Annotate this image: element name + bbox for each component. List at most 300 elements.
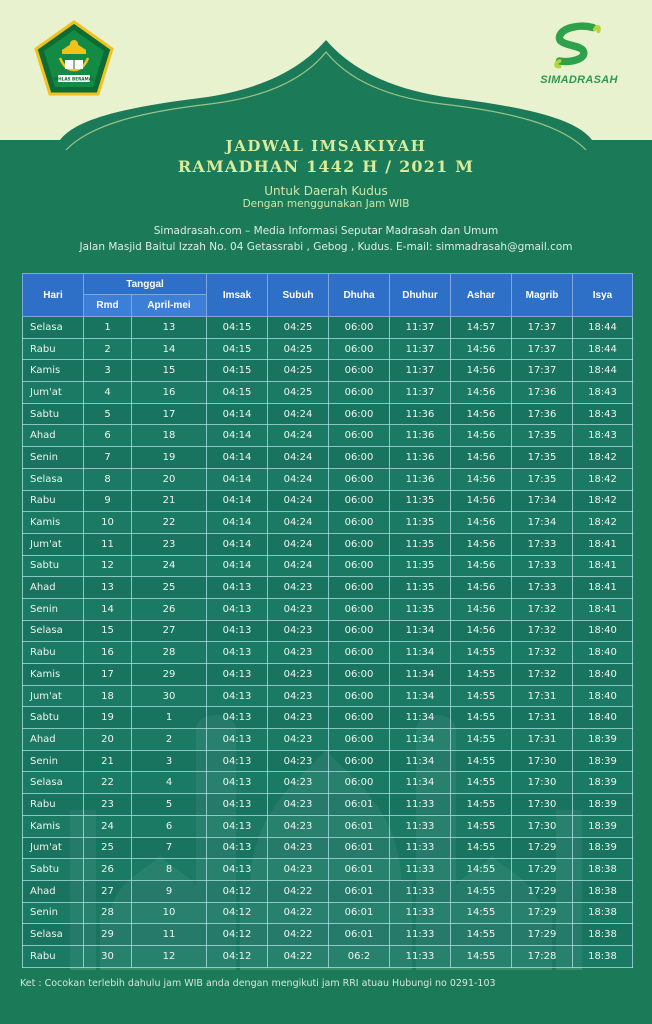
cell-day: Rabu [23,490,84,512]
cell-dhuhur: 11:33 [390,859,451,881]
cell-dhuha: 06:2 [329,945,390,967]
table-row [23,707,633,729]
cell-rmd: 28 [84,902,132,924]
cell-magrib: 17:29 [512,837,573,859]
cell-imsak: 04:13 [207,620,268,642]
table-row [23,620,633,642]
cell-subuh: 04:25 [268,382,329,404]
cell-dhuha: 06:01 [329,837,390,859]
cell-subuh: 04:25 [268,317,329,339]
cell-date: 7 [132,837,207,859]
cell-isya: 18:38 [573,859,633,881]
cell-rmd: 8 [84,468,132,490]
col-header-hari: Hari [23,274,84,317]
cell-date: 30 [132,685,207,707]
table-row [23,729,633,751]
cell-imsak: 04:12 [207,945,268,967]
cell-imsak: 04:13 [207,685,268,707]
cell-imsak: 04:15 [207,338,268,360]
cell-rmd: 24 [84,815,132,837]
cell-date: 10 [132,902,207,924]
cell-isya: 18:39 [573,837,633,859]
table-row [23,837,633,859]
cell-subuh: 04:23 [268,598,329,620]
cell-rmd: 13 [84,577,132,599]
cell-ashar: 14:55 [451,750,512,772]
cell-rmd: 6 [84,425,132,447]
cell-dhuha: 06:00 [329,403,390,425]
cell-subuh: 04:24 [268,403,329,425]
cell-magrib: 17:30 [512,815,573,837]
cell-dhuhur: 11:36 [390,425,451,447]
cell-day: Senin [23,750,84,772]
table-row [23,815,633,837]
cell-dhuhur: 11:33 [390,815,451,837]
cell-rmd: 10 [84,512,132,534]
cell-ashar: 14:55 [451,859,512,881]
cell-isya: 18:39 [573,815,633,837]
col-header-magrib: Magrib [512,274,573,317]
table-row [23,859,633,881]
table-row [23,664,633,686]
cell-isya: 18:38 [573,945,633,967]
cell-subuh: 04:24 [268,533,329,555]
cell-dhuhur: 11:35 [390,577,451,599]
cell-isya: 18:39 [573,729,633,751]
cell-magrib: 17:33 [512,533,573,555]
cell-dhuhur: 11:37 [390,382,451,404]
table-row [23,490,633,512]
cell-dhuhur: 11:33 [390,945,451,967]
cell-dhuha: 06:00 [329,490,390,512]
table-body [23,317,633,968]
cell-dhuhur: 11:34 [390,664,451,686]
cell-isya: 18:39 [573,750,633,772]
cell-isya: 18:39 [573,772,633,794]
cell-magrib: 17:30 [512,794,573,816]
cell-imsak: 04:14 [207,403,268,425]
cell-magrib: 17:29 [512,880,573,902]
cell-magrib: 17:34 [512,512,573,534]
table-row [23,924,633,946]
cell-magrib: 17:33 [512,555,573,577]
cell-date: 2 [132,729,207,751]
cell-isya: 18:41 [573,598,633,620]
cell-rmd: 30 [84,945,132,967]
cell-isya: 18:40 [573,664,633,686]
cell-date: 26 [132,598,207,620]
cell-ashar: 14:56 [451,512,512,534]
cell-isya: 18:44 [573,317,633,339]
table-row [23,512,633,534]
cell-imsak: 04:14 [207,490,268,512]
cell-ashar: 14:56 [451,620,512,642]
cell-isya: 18:42 [573,468,633,490]
cell-imsak: 04:12 [207,880,268,902]
simadrasah-wordmark: SIMADRASAH [540,74,618,86]
cell-dhuha: 06:00 [329,382,390,404]
cell-rmd: 18 [84,685,132,707]
cell-rmd: 4 [84,382,132,404]
cell-ashar: 14:56 [451,468,512,490]
cell-magrib: 17:37 [512,360,573,382]
cell-magrib: 17:30 [512,750,573,772]
cell-isya: 18:41 [573,555,633,577]
cell-rmd: 17 [84,664,132,686]
cell-day: Ahad [23,577,84,599]
cell-date: 18 [132,425,207,447]
cell-subuh: 04:25 [268,360,329,382]
kemenag-motto: IKHLAS BERAMAL [53,76,95,82]
cell-isya: 18:43 [573,425,633,447]
cell-rmd: 21 [84,750,132,772]
table-row [23,642,633,664]
cell-isya: 18:40 [573,707,633,729]
cell-subuh: 04:23 [268,815,329,837]
cell-dhuhur: 11:33 [390,837,451,859]
cell-date: 20 [132,468,207,490]
cell-dhuhur: 11:35 [390,490,451,512]
cell-subuh: 04:24 [268,425,329,447]
cell-dhuha: 06:00 [329,729,390,751]
info-line-address: Jalan Masjid Baitul Izzah No. 04 Getassrabi , Gebog , Kudus. E-mail: simmadrasah@gmail.com [79,241,573,253]
cell-day: Ahad [23,425,84,447]
table-row [23,338,633,360]
title-line-1: JADWAL IMSAKIYAH [225,137,427,155]
cell-subuh: 04:23 [268,859,329,881]
cell-day: Sabtu [23,859,84,881]
cell-dhuhur: 11:34 [390,707,451,729]
col-header-april-mei: April-mei [132,295,207,317]
cell-imsak: 04:13 [207,815,268,837]
cell-day: Selasa [23,772,84,794]
cell-imsak: 04:12 [207,924,268,946]
cell-subuh: 04:23 [268,620,329,642]
cell-magrib: 17:31 [512,729,573,751]
cell-imsak: 04:15 [207,360,268,382]
cell-ashar: 14:55 [451,707,512,729]
cell-imsak: 04:13 [207,598,268,620]
cell-date: 16 [132,382,207,404]
cell-ashar: 14:56 [451,425,512,447]
cell-subuh: 04:23 [268,794,329,816]
cell-dhuha: 06:01 [329,924,390,946]
cell-subuh: 04:24 [268,490,329,512]
table-row [23,685,633,707]
cell-day: Jum'at [23,382,84,404]
cell-date: 19 [132,447,207,469]
cell-rmd: 9 [84,490,132,512]
cell-dhuha: 06:01 [329,859,390,881]
cell-day: Jum'at [23,685,84,707]
cell-dhuha: 06:00 [329,468,390,490]
cell-date: 23 [132,533,207,555]
cell-dhuha: 06:00 [329,360,390,382]
cell-magrib: 17:34 [512,490,573,512]
imsakiyah-table [22,273,633,968]
cell-imsak: 04:13 [207,664,268,686]
cell-ashar: 14:57 [451,317,512,339]
cell-dhuha: 06:00 [329,512,390,534]
cell-imsak: 04:13 [207,772,268,794]
cell-ashar: 14:56 [451,555,512,577]
cell-rmd: 1 [84,317,132,339]
cell-magrib: 17:32 [512,664,573,686]
cell-day: Kamis [23,360,84,382]
cell-dhuhur: 11:37 [390,360,451,382]
cell-dhuhur: 11:37 [390,338,451,360]
table-row [23,772,633,794]
cell-dhuhur: 11:34 [390,772,451,794]
cell-magrib: 17:29 [512,924,573,946]
cell-dhuhur: 11:34 [390,685,451,707]
table-row [23,750,633,772]
cell-subuh: 04:22 [268,880,329,902]
cell-subuh: 04:24 [268,447,329,469]
cell-day: Kamis [23,815,84,837]
cell-subuh: 04:23 [268,577,329,599]
cell-imsak: 04:13 [207,707,268,729]
cell-day: Jum'at [23,837,84,859]
cell-rmd: 2 [84,338,132,360]
cell-ashar: 14:55 [451,924,512,946]
cell-magrib: 17:35 [512,447,573,469]
cell-ashar: 14:55 [451,685,512,707]
cell-ashar: 14:56 [451,403,512,425]
col-header-dhuhur: Dhuhur [390,274,451,317]
cell-isya: 18:41 [573,533,633,555]
cell-date: 21 [132,490,207,512]
cell-dhuha: 06:00 [329,317,390,339]
cell-rmd: 23 [84,794,132,816]
cell-dhuhur: 11:35 [390,533,451,555]
cell-day: Kamis [23,664,84,686]
cell-date: 29 [132,664,207,686]
cell-dhuhur: 11:37 [390,317,451,339]
cell-subuh: 04:22 [268,945,329,967]
kemenag-emblem-icon [34,20,114,96]
cell-subuh: 04:22 [268,902,329,924]
cell-dhuhur: 11:34 [390,729,451,751]
cell-date: 15 [132,360,207,382]
cell-date: 12 [132,945,207,967]
cell-dhuhur: 11:36 [390,447,451,469]
table-row [23,468,633,490]
cell-magrib: 17:28 [512,945,573,967]
cell-dhuha: 06:00 [329,707,390,729]
table-row [23,317,633,339]
cell-imsak: 04:13 [207,577,268,599]
table-row [23,555,633,577]
cell-imsak: 04:13 [207,729,268,751]
cell-day: Senin [23,598,84,620]
cell-rmd: 7 [84,447,132,469]
cell-date: 4 [132,772,207,794]
cell-dhuhur: 11:34 [390,642,451,664]
table-row [23,425,633,447]
cell-magrib: 17:37 [512,317,573,339]
cell-ashar: 14:55 [451,794,512,816]
cell-day: Rabu [23,338,84,360]
cell-magrib: 17:32 [512,620,573,642]
cell-day: Rabu [23,945,84,967]
cell-isya: 18:38 [573,924,633,946]
cell-day: Sabtu [23,403,84,425]
cell-isya: 18:42 [573,447,633,469]
cell-date: 6 [132,815,207,837]
cell-dhuhur: 11:35 [390,555,451,577]
cell-imsak: 04:14 [207,512,268,534]
cell-isya: 18:44 [573,360,633,382]
cell-imsak: 04:13 [207,642,268,664]
cell-date: 27 [132,620,207,642]
cell-dhuhur: 11:33 [390,924,451,946]
cell-dhuha: 06:00 [329,620,390,642]
cell-dhuhur: 11:36 [390,403,451,425]
cell-dhuha: 06:00 [329,555,390,577]
cell-day: Rabu [23,794,84,816]
cell-magrib: 17:31 [512,685,573,707]
cell-magrib: 17:29 [512,902,573,924]
cell-magrib: 17:35 [512,468,573,490]
cell-imsak: 04:14 [207,425,268,447]
cell-magrib: 17:33 [512,577,573,599]
cell-isya: 18:40 [573,642,633,664]
cell-subuh: 04:23 [268,750,329,772]
cell-dhuhur: 11:36 [390,468,451,490]
table-row [23,598,633,620]
cell-date: 17 [132,403,207,425]
cell-date: 1 [132,707,207,729]
cell-day: Jum'at [23,533,84,555]
title-line-2: RAMADHAN 1442 H / 2021 M [177,157,475,176]
cell-date: 24 [132,555,207,577]
col-header-rmd: Rmd [84,295,132,317]
cell-rmd: 14 [84,598,132,620]
cell-subuh: 04:22 [268,924,329,946]
cell-dhuha: 06:00 [329,338,390,360]
info-line-website: Simadrasah.com – Media Informasi Seputar Madrasah dan Umum [153,225,499,237]
table-row [23,945,633,967]
cell-isya: 18:41 [573,577,633,599]
cell-dhuha: 06:00 [329,664,390,686]
cell-day: Senin [23,447,84,469]
cell-day: Ahad [23,729,84,751]
cell-rmd: 11 [84,533,132,555]
cell-isya: 18:40 [573,620,633,642]
cell-isya: 18:42 [573,490,633,512]
cell-magrib: 17:37 [512,338,573,360]
cell-magrib: 17:29 [512,859,573,881]
simadrasah-s-icon [536,22,622,74]
cell-dhuha: 06:00 [329,685,390,707]
cell-rmd: 15 [84,620,132,642]
cell-rmd: 25 [84,837,132,859]
cell-isya: 18:38 [573,880,633,902]
table-row [23,360,633,382]
cell-day: Sabtu [23,555,84,577]
cell-date: 5 [132,794,207,816]
cell-ashar: 14:55 [451,945,512,967]
cell-ashar: 14:55 [451,902,512,924]
cell-rmd: 27 [84,880,132,902]
cell-subuh: 04:23 [268,772,329,794]
cell-ashar: 14:56 [451,533,512,555]
cell-date: 28 [132,642,207,664]
cell-ashar: 14:56 [451,490,512,512]
cell-dhuhur: 11:35 [390,598,451,620]
cell-rmd: 29 [84,924,132,946]
cell-day: Selasa [23,317,84,339]
cell-imsak: 04:13 [207,859,268,881]
cell-ashar: 14:55 [451,815,512,837]
cell-magrib: 17:35 [512,425,573,447]
cell-subuh: 04:24 [268,512,329,534]
subtitle-region: Untuk Daerah Kudus [264,184,388,198]
cell-imsak: 04:12 [207,902,268,924]
cell-date: 9 [132,880,207,902]
cell-subuh: 04:24 [268,468,329,490]
table-row [23,902,633,924]
table-row [23,880,633,902]
simadrasah-logo [536,22,622,92]
cell-dhuhur: 11:33 [390,794,451,816]
cell-rmd: 19 [84,707,132,729]
col-header-imsak: Imsak [207,274,268,317]
cell-imsak: 04:13 [207,837,268,859]
cell-imsak: 04:14 [207,468,268,490]
footer-note: Ket : Cocokan terlebih dahulu jam WIB anda dengan mengikuti jam RRI atuau Hubungi no 0291-103 [20,978,496,989]
col-header-subuh: Subuh [268,274,329,317]
cell-dhuha: 06:00 [329,425,390,447]
cell-dhuha: 06:01 [329,815,390,837]
cell-subuh: 04:23 [268,729,329,751]
cell-subuh: 04:24 [268,555,329,577]
cell-rmd: 22 [84,772,132,794]
cell-rmd: 5 [84,403,132,425]
cell-ashar: 14:55 [451,729,512,751]
cell-subuh: 04:23 [268,642,329,664]
cell-isya: 18:43 [573,403,633,425]
cell-date: 8 [132,859,207,881]
cell-day: Rabu [23,642,84,664]
cell-ashar: 14:55 [451,642,512,664]
subtitle-timezone: Dengan menggunakan Jam WIB [242,198,410,210]
table-row [23,577,633,599]
col-header-ashar: Ashar [451,274,512,317]
cell-day: Selasa [23,924,84,946]
cell-isya: 18:38 [573,902,633,924]
cell-imsak: 04:14 [207,447,268,469]
contact-info [0,223,652,255]
cell-ashar: 14:56 [451,360,512,382]
cell-rmd: 20 [84,729,132,751]
table-row [23,403,633,425]
cell-ashar: 14:55 [451,880,512,902]
cell-imsak: 04:15 [207,317,268,339]
cell-rmd: 12 [84,555,132,577]
page-subtitle [0,184,652,211]
cell-day: Selasa [23,620,84,642]
cell-isya: 18:42 [573,512,633,534]
cell-dhuhur: 11:33 [390,880,451,902]
cell-magrib: 17:32 [512,642,573,664]
cell-ashar: 14:56 [451,338,512,360]
table-row [23,794,633,816]
cell-ashar: 14:55 [451,772,512,794]
cell-dhuhur: 11:35 [390,512,451,534]
cell-day: Senin [23,902,84,924]
